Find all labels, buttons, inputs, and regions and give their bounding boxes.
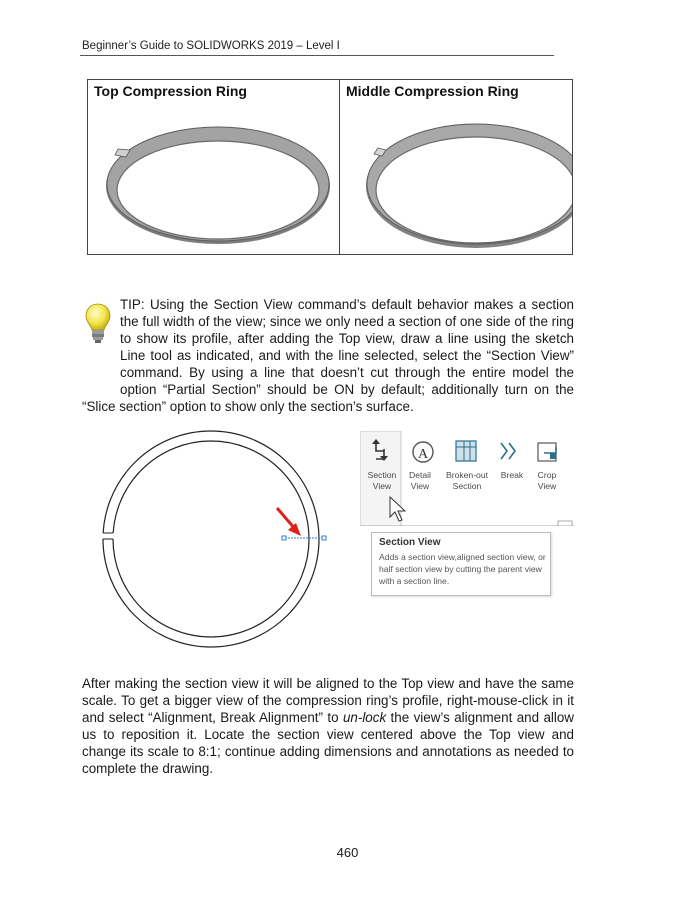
running-header: Beginner’s Guide to SOLIDWORKS 2019 – Level I <box>82 40 340 52</box>
middle-ring-title: Middle Compression Ring <box>346 83 519 99</box>
tooltip-title: Section View <box>379 537 441 548</box>
broken-out-label-line1: Broken-out <box>445 470 489 480</box>
detail-view-label-line2: View <box>410 481 430 491</box>
section-view-tooltip <box>371 532 551 596</box>
body-text-part1: After making the section view it will be aligned to the Top view and have the same scale. To get a bigger view of the compression ring’s profile, right-mouse-click in it and select “Alignment, Break Alignment” to <box>82 676 574 725</box>
crop-view-label-line1: Crop <box>537 470 557 480</box>
top-ring-cell <box>88 80 340 254</box>
section-view-label-line1: Section <box>367 470 397 480</box>
section-view-label-line2: View <box>372 481 392 491</box>
body-paragraph <box>82 675 574 777</box>
top-compression-ring-image <box>88 80 340 254</box>
tip-text: TIP: Using the Section View command’s default behavior makes a section the full width of the view; since we only need a section of one side of the ring to show its profile, after adding the Top view, draw a line using the sketch Line tool as indicated, and with the line selected, select the “Section View” command. By using a line that doesn’t cut through the entire model the option “Partial Section” should be ON by default; additionally turn on the “Slice section” option to show only the section’s surface. <box>82 297 574 414</box>
break-label-line1: Break <box>500 470 524 480</box>
middle-compression-ring-image <box>340 80 572 254</box>
header-rule <box>80 55 554 56</box>
page-number: 460 <box>336 845 359 860</box>
tooltip-body: Adds a section view,aligned section view, or half section view by cutting the parent view with a section line. <box>379 552 546 586</box>
broken-out-label-line2: Section <box>452 481 482 491</box>
detail-view-label-line1: Detail <box>409 470 431 480</box>
body-text-emphasis: un-lock <box>342 710 387 725</box>
body-text-part2: the view’s alignment and allow us to reposition it. Locate the section view centered above the Top view and change its scale to 8:1; continue adding dimensions and annotations as needed to complete the drawing. <box>82 710 574 776</box>
svg-text:A: A <box>418 447 429 462</box>
ring-comparison-table <box>87 79 573 255</box>
tip-paragraph <box>82 296 574 415</box>
crop-view-icon <box>538 443 556 461</box>
break-icon <box>501 443 515 459</box>
detail-view-icon <box>413 442 433 462</box>
middle-ring-cell <box>340 80 572 254</box>
top-ring-title: Top Compression Ring <box>94 83 247 99</box>
crop-view-label-line2: View <box>537 481 557 491</box>
broken-out-section-icon <box>456 441 476 461</box>
